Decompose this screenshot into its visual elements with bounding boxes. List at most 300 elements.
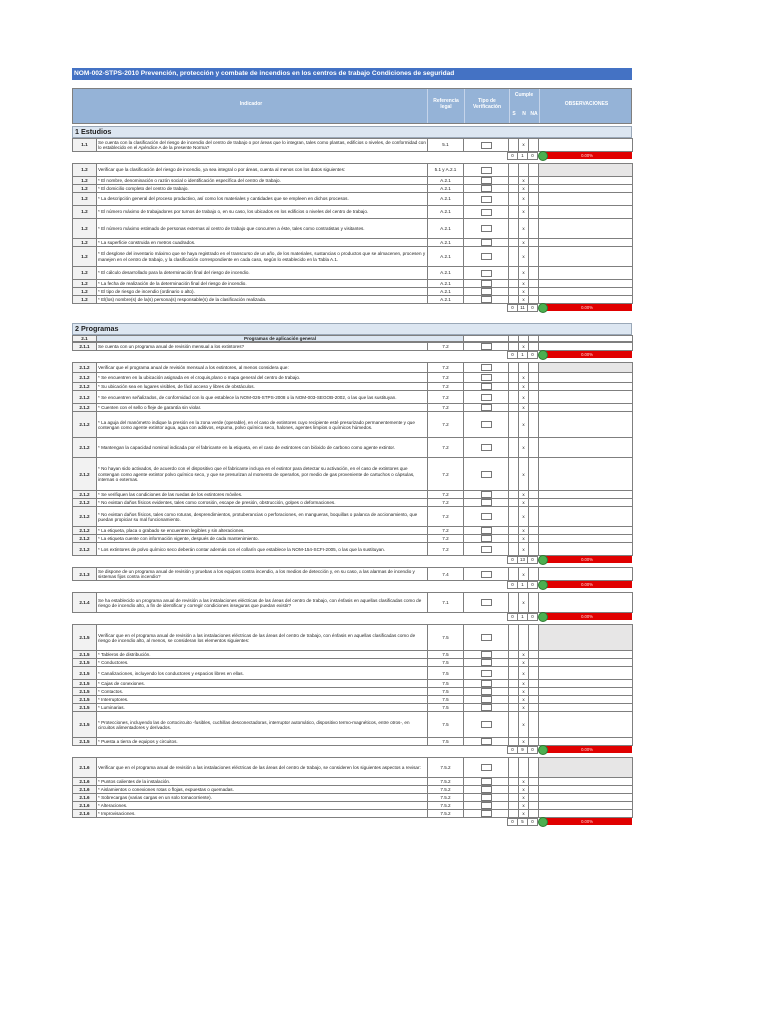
cumple-s[interactable]	[509, 802, 519, 810]
cumple-s[interactable]	[509, 696, 519, 704]
cumple-na[interactable]	[529, 412, 539, 438]
count-s: 0	[507, 351, 518, 359]
document-icon	[481, 394, 492, 401]
summary-row	[72, 613, 632, 620]
cumple-s[interactable]	[509, 659, 519, 667]
cumple-na[interactable]	[529, 696, 539, 704]
observaciones-cell[interactable]	[539, 543, 633, 556]
observaciones-cell[interactable]	[539, 458, 633, 491]
count-s: 0	[507, 152, 518, 160]
item-text: * El(los) nombre(s) de la(s) persona(s) responsable(s) de la clasificación realizada.	[97, 296, 428, 304]
cumple-na[interactable]	[529, 794, 539, 802]
cumple-n[interactable]: x	[519, 139, 529, 152]
cumple-na[interactable]	[529, 219, 539, 239]
observaciones-cell[interactable]	[539, 499, 633, 507]
table-row	[73, 667, 633, 680]
cumple-s[interactable]	[509, 535, 519, 543]
observaciones-cell[interactable]	[539, 373, 633, 383]
section-estudios: 1 Estudios	[72, 126, 632, 138]
item-ref: 7.5.2	[428, 810, 464, 818]
cumple-n[interactable]: x	[519, 343, 529, 351]
observaciones-cell[interactable]	[539, 778, 633, 786]
summary-counts	[508, 351, 538, 359]
cumple-n[interactable]: x	[519, 568, 529, 581]
cumple-n[interactable]: x	[519, 704, 529, 712]
cumple-na[interactable]	[529, 343, 539, 351]
item-id: 2.1.5	[73, 625, 97, 651]
table-row	[73, 758, 633, 778]
cumple-s[interactable]	[509, 404, 519, 412]
item-id: 2.1.5	[73, 688, 97, 696]
observaciones-cell[interactable]	[539, 535, 633, 543]
cumple-na[interactable]	[529, 802, 539, 810]
compliance-percent: 0.00%	[542, 556, 632, 563]
cumple-na[interactable]	[529, 383, 539, 391]
checklist-table	[72, 757, 633, 818]
cumple-s[interactable]	[509, 391, 519, 404]
document-icon	[481, 196, 492, 203]
cumple-n[interactable]: x	[519, 383, 529, 391]
count-s: 0	[507, 746, 518, 754]
document-icon	[481, 444, 492, 451]
cumple-s[interactable]	[509, 219, 519, 239]
cumple-s[interactable]	[509, 625, 519, 651]
document-icon	[481, 185, 492, 192]
cumple-na[interactable]	[529, 704, 539, 712]
cumple-s[interactable]	[509, 680, 519, 688]
cumple-s[interactable]	[509, 810, 519, 818]
cumple-na[interactable]	[529, 712, 539, 738]
item-id: 2.1.2	[73, 391, 97, 404]
cumple-n[interactable]: x	[519, 794, 529, 802]
cumple-s[interactable]	[509, 239, 519, 247]
cumple-s[interactable]	[509, 499, 519, 507]
item-ref: A.2.1	[428, 239, 464, 247]
cumple-na[interactable]	[529, 680, 539, 688]
observaciones-cell[interactable]	[539, 296, 633, 304]
verification-cell	[464, 758, 509, 778]
cumple-s[interactable]	[509, 373, 519, 383]
cumple-n[interactable]: x	[519, 712, 529, 738]
cumple-na[interactable]	[529, 568, 539, 581]
item-ref: 7.2	[428, 458, 464, 491]
cumple-na[interactable]	[529, 778, 539, 786]
compliance-percent: 0.00%	[542, 351, 632, 358]
observaciones-cell[interactable]	[539, 794, 633, 802]
cumple-n[interactable]: x	[519, 543, 529, 556]
observaciones-cell[interactable]	[539, 404, 633, 412]
cumple-na[interactable]	[529, 193, 539, 206]
item-ref: 7.5	[428, 680, 464, 688]
cumple-na[interactable]	[529, 288, 539, 296]
item-ref: 7.5	[428, 667, 464, 680]
cumple-n[interactable]: x	[519, 280, 529, 288]
cumple-s[interactable]	[509, 593, 519, 613]
item-text: * Sobrecargas (varias cargas en un solo tomacorriente).	[97, 794, 428, 802]
table-row	[73, 164, 633, 177]
table-row	[73, 543, 633, 556]
table-row	[73, 193, 633, 206]
summary-counts	[508, 613, 538, 621]
observaciones-cell[interactable]	[539, 164, 633, 177]
item-text: Verificar que el programa anual de revisión mensual a los extintores, al menos considera que:	[97, 363, 428, 373]
summary-row	[72, 556, 632, 563]
cumple-n[interactable]: x	[519, 438, 529, 458]
cumple-s[interactable]	[509, 491, 519, 499]
document-icon	[481, 374, 492, 381]
cumple-na[interactable]	[529, 177, 539, 185]
item-id: 2.1.2	[73, 543, 97, 556]
cumple-na[interactable]	[529, 206, 539, 219]
cumple-na[interactable]	[529, 688, 539, 696]
item-id: 1.2	[73, 288, 97, 296]
document-icon	[481, 142, 492, 149]
cumple-s[interactable]	[509, 164, 519, 177]
cumple-n[interactable]: x	[519, 593, 529, 613]
cumple-s[interactable]	[509, 712, 519, 738]
count-n: 9	[517, 746, 528, 754]
verification-cell	[464, 593, 509, 613]
document-icon	[481, 688, 492, 695]
cumple-n[interactable]: x	[519, 810, 529, 818]
observaciones-cell[interactable]	[539, 593, 633, 613]
document-icon	[481, 764, 492, 771]
cumple-n[interactable]	[519, 758, 529, 778]
cumple-s[interactable]	[509, 193, 519, 206]
observaciones-cell[interactable]	[539, 704, 633, 712]
item-id: 2.1.2	[73, 438, 97, 458]
item-ref: 7.5	[428, 688, 464, 696]
cumple-n[interactable]: x	[519, 296, 529, 304]
cumple-s[interactable]	[509, 786, 519, 794]
verification-cell	[464, 280, 509, 288]
item-id: 2.1.5	[73, 738, 97, 746]
cumple-s[interactable]	[509, 438, 519, 458]
status-indicator-icon	[538, 303, 548, 313]
cumple-na[interactable]	[529, 280, 539, 288]
observaciones-cell[interactable]	[539, 758, 633, 778]
observaciones-cell[interactable]	[539, 247, 633, 267]
count-n: 13	[517, 556, 528, 564]
item-text: * Se encuentren en la ubicación asignada en el croquis,plano o mapa general del centro de trabajo.	[97, 373, 428, 383]
cumple-na[interactable]	[529, 659, 539, 667]
verification-cell	[464, 458, 509, 491]
observaciones-cell[interactable]	[539, 527, 633, 535]
observaciones-cell[interactable]	[539, 802, 633, 810]
observaciones-cell[interactable]	[539, 280, 633, 288]
item-text: * Conductores.	[97, 659, 428, 667]
item-ref: 7.5	[428, 625, 464, 651]
cumple-s[interactable]	[509, 568, 519, 581]
cumple-na[interactable]	[529, 667, 539, 680]
cumple-na[interactable]	[529, 738, 539, 746]
cumple-na[interactable]	[529, 651, 539, 659]
cumple-s[interactable]	[509, 667, 519, 680]
cumple-n[interactable]: x	[519, 778, 529, 786]
cumple-na[interactable]	[529, 593, 539, 613]
cumple-s[interactable]	[509, 412, 519, 438]
cumple-na[interactable]	[529, 363, 539, 373]
cumple-n[interactable]	[519, 625, 529, 651]
observaciones-cell[interactable]	[539, 667, 633, 680]
cumple-s[interactable]	[509, 247, 519, 267]
cumple-n[interactable]: x	[519, 267, 529, 280]
count-n: 1	[517, 152, 528, 160]
document-icon	[481, 680, 492, 687]
cumple-n[interactable]: x	[519, 219, 529, 239]
cumple-n[interactable]: x	[519, 688, 529, 696]
verification-cell	[464, 659, 509, 667]
cumple-na[interactable]	[529, 373, 539, 383]
cumple-na[interactable]	[529, 507, 539, 527]
verification-cell	[464, 296, 509, 304]
cumple-n[interactable]: x	[519, 651, 529, 659]
item-text: Verificar que en el programa anual de revisión a las instalaciones eléctricas de las áreas del centro de trabajo, se consideren los siguientes aspectos a revisar:	[97, 758, 428, 778]
cumple-n[interactable]: x	[519, 247, 529, 267]
document-icon	[481, 404, 492, 411]
cumple-n[interactable]: x	[519, 185, 529, 193]
section-programas: 2 Programas	[72, 323, 632, 335]
observaciones-cell[interactable]	[539, 193, 633, 206]
item-ref: A.2.1	[428, 280, 464, 288]
cumple-n[interactable]: x	[519, 507, 529, 527]
status-indicator-icon	[538, 745, 548, 755]
cumple-na[interactable]	[529, 247, 539, 267]
cumple-s[interactable]	[509, 688, 519, 696]
cumple-n[interactable]: x	[519, 491, 529, 499]
observaciones-cell[interactable]	[539, 568, 633, 581]
observaciones-cell[interactable]	[539, 383, 633, 391]
cumple-na[interactable]	[529, 810, 539, 818]
cumple-na[interactable]	[529, 527, 539, 535]
table-row	[73, 247, 633, 267]
observaciones-cell[interactable]	[539, 219, 633, 239]
observaciones-cell[interactable]	[539, 363, 633, 373]
observaciones-cell[interactable]	[539, 507, 633, 527]
item-ref: 7.2	[428, 499, 464, 507]
cumple-s[interactable]	[509, 794, 519, 802]
cumple-s[interactable]	[509, 383, 519, 391]
col-observaciones: OBSERVACIONES	[564, 101, 609, 107]
summary-row	[72, 351, 632, 358]
table-row	[73, 778, 633, 786]
cumple-na[interactable]	[529, 543, 539, 556]
cumple-na[interactable]	[529, 185, 539, 193]
cumple-na[interactable]	[529, 458, 539, 491]
cumple-n[interactable]: x	[519, 499, 529, 507]
observaciones-cell[interactable]	[539, 288, 633, 296]
item-text: * La fecha de realización de la determinación final del riesgo de incendio.	[97, 280, 428, 288]
cumple-s[interactable]	[509, 288, 519, 296]
cumple-s[interactable]	[509, 651, 519, 659]
item-text: * Cuenten con el sello o fleje de garantía sin violar.	[97, 404, 428, 412]
item-id: 2.1.5	[73, 680, 97, 688]
cumple-n[interactable]: x	[519, 738, 529, 746]
cumple-n[interactable]: x	[519, 373, 529, 383]
cumple-n[interactable]: x	[519, 458, 529, 491]
status-indicator-icon	[538, 151, 548, 161]
verification-cell	[464, 412, 509, 438]
item-text: * Tableros de distribución.	[97, 651, 428, 659]
cumple-n[interactable]: x	[519, 391, 529, 404]
cumple-s[interactable]	[509, 343, 519, 351]
table-row	[73, 280, 633, 288]
cumple-s[interactable]	[509, 458, 519, 491]
item-id: 2.1.6	[73, 810, 97, 818]
table-row	[73, 383, 633, 391]
cumple-na[interactable]	[529, 499, 539, 507]
cumple-n[interactable]: x	[519, 786, 529, 794]
count-na: 0	[527, 304, 538, 312]
cumple-na[interactable]	[529, 491, 539, 499]
count-s: 0	[507, 613, 518, 621]
observaciones-cell[interactable]	[539, 688, 633, 696]
observaciones-cell[interactable]	[539, 712, 633, 738]
cumple-n[interactable]: x	[519, 412, 529, 438]
cumple-s[interactable]	[509, 267, 519, 280]
status-indicator-icon	[538, 555, 548, 565]
cumple-n[interactable]: x	[519, 239, 529, 247]
observaciones-cell[interactable]	[539, 438, 633, 458]
cumple-n[interactable]: x	[519, 206, 529, 219]
cumple-n[interactable]	[519, 363, 529, 373]
checklist-table	[72, 362, 633, 556]
cumple-n[interactable]: x	[519, 288, 529, 296]
verification-cell	[464, 139, 509, 152]
verification-cell	[464, 391, 509, 404]
cumple-na[interactable]	[529, 267, 539, 280]
item-ref: A.2.1	[428, 267, 464, 280]
cumple-s[interactable]	[509, 778, 519, 786]
summary-row	[72, 304, 632, 311]
cumple-na[interactable]	[529, 296, 539, 304]
observaciones-cell[interactable]	[539, 696, 633, 704]
cumple-s[interactable]	[509, 363, 519, 373]
col-referencia: Referencia legal	[433, 98, 459, 110]
cumple-na[interactable]	[529, 164, 539, 177]
cumple-n[interactable]: x	[519, 193, 529, 206]
cumple-na[interactable]	[529, 438, 539, 458]
count-na: 0	[527, 581, 538, 589]
observaciones-cell[interactable]	[539, 239, 633, 247]
observaciones-cell[interactable]	[539, 343, 633, 351]
observaciones-cell[interactable]	[539, 810, 633, 818]
observaciones-cell[interactable]	[539, 177, 633, 185]
observaciones-cell[interactable]	[539, 651, 633, 659]
observaciones-cell[interactable]	[539, 185, 633, 193]
table-row	[73, 810, 633, 818]
cumple-n[interactable]: x	[519, 177, 529, 185]
item-id: 1.2	[73, 206, 97, 219]
cumple-s[interactable]	[509, 758, 519, 778]
document-icon	[481, 802, 492, 809]
cumple-na[interactable]	[529, 625, 539, 651]
cumple-n[interactable]: x	[519, 659, 529, 667]
observaciones-cell[interactable]	[539, 206, 633, 219]
cumple-n[interactable]: x	[519, 527, 529, 535]
item-id: 2.1.5	[73, 696, 97, 704]
cumple-s[interactable]	[509, 543, 519, 556]
observaciones-cell[interactable]	[539, 738, 633, 746]
cumple-s[interactable]	[509, 738, 519, 746]
observaciones-cell[interactable]	[539, 786, 633, 794]
cumple-s[interactable]	[509, 139, 519, 152]
verification-cell	[464, 786, 509, 794]
observaciones-cell[interactable]	[539, 491, 633, 499]
cumple-na[interactable]	[529, 404, 539, 412]
count-s: 0	[507, 556, 518, 564]
cumple-n[interactable]: x	[519, 680, 529, 688]
verification-cell	[464, 535, 509, 543]
cumple-s[interactable]	[509, 507, 519, 527]
observaciones-cell[interactable]	[539, 391, 633, 404]
item-ref: A.2.1	[428, 193, 464, 206]
table-row	[73, 288, 633, 296]
item-id: 1.2	[73, 247, 97, 267]
document-icon	[481, 535, 492, 542]
observaciones-cell[interactable]	[539, 659, 633, 667]
cumple-n[interactable]: x	[519, 802, 529, 810]
cumple-s[interactable]	[509, 527, 519, 535]
cumple-n[interactable]: x	[519, 667, 529, 680]
item-id: 2.1.2	[73, 458, 97, 491]
item-id: 1.2	[73, 280, 97, 288]
checklist-table	[72, 592, 633, 613]
cumple-na[interactable]	[529, 139, 539, 152]
cumple-s[interactable]	[509, 177, 519, 185]
cumple-na[interactable]	[529, 758, 539, 778]
item-text: * Mantengan la capacidad nominal indicada por el fabricante en la etiqueta, en el caso de extintores con bióxido de carbono como agente extintor.	[97, 438, 428, 458]
cumple-s[interactable]	[509, 704, 519, 712]
cumple-n[interactable]: x	[519, 696, 529, 704]
item-text: * La etiqueta cuente con información vigente, después de cada mantenimiento.	[97, 535, 428, 543]
verification-cell	[464, 267, 509, 280]
cumple-s[interactable]	[509, 206, 519, 219]
item-text: Se cuenta con la clasificación del riesgo de incendio del centro de trabajo o por áreas que lo integran, tales como plantas, edificios o niveles, de conformidad con lo establecido en el Apéndice A de la presente Norma?	[98, 139, 426, 150]
item-text: Se ha establecido un programa anual de revisión a las instalaciones eléctricas de las áreas del centro de trabajo, con énfasis en aquellas clasificadas como de riesgo de incendio alto, a fin de identificar y corregir condiciones inseguras que puedan existir?	[97, 593, 428, 613]
cumple-n[interactable]	[519, 164, 529, 177]
table-row	[73, 688, 633, 696]
count-na: 0	[527, 613, 538, 621]
item-ref: 7.2	[428, 343, 464, 351]
item-id: 1.2	[73, 219, 97, 239]
document-icon	[481, 704, 492, 711]
cumple-na[interactable]	[529, 391, 539, 404]
cumple-n[interactable]: x	[519, 404, 529, 412]
cumple-na[interactable]	[529, 239, 539, 247]
item-ref: 7.2	[428, 373, 464, 383]
document-icon	[481, 280, 492, 287]
observaciones-cell[interactable]	[539, 625, 633, 651]
cumple-s[interactable]	[509, 185, 519, 193]
item-id: 2.1.5	[73, 712, 97, 738]
item-id: 2.1.2	[73, 507, 97, 527]
document-icon	[481, 527, 492, 534]
cumple-n[interactable]: x	[519, 535, 529, 543]
cumple-na[interactable]	[529, 535, 539, 543]
cumple-s[interactable]	[509, 280, 519, 288]
item-text: * No existan daños físicos, tales como roturas, desprendimientos, protuberancias o perforaciones, en mangueras, boquillas o palanca de accionamiento, que puedan propiciar su mal funcionamiento.	[97, 507, 428, 527]
table-row	[73, 680, 633, 688]
checklist-table	[72, 342, 633, 351]
cumple-s[interactable]	[509, 296, 519, 304]
observaciones-cell[interactable]	[539, 267, 633, 280]
table-row	[73, 391, 633, 404]
observaciones-cell[interactable]	[539, 412, 633, 438]
observaciones-cell[interactable]	[539, 139, 633, 152]
observaciones-cell[interactable]	[539, 680, 633, 688]
cumple-na[interactable]	[529, 786, 539, 794]
